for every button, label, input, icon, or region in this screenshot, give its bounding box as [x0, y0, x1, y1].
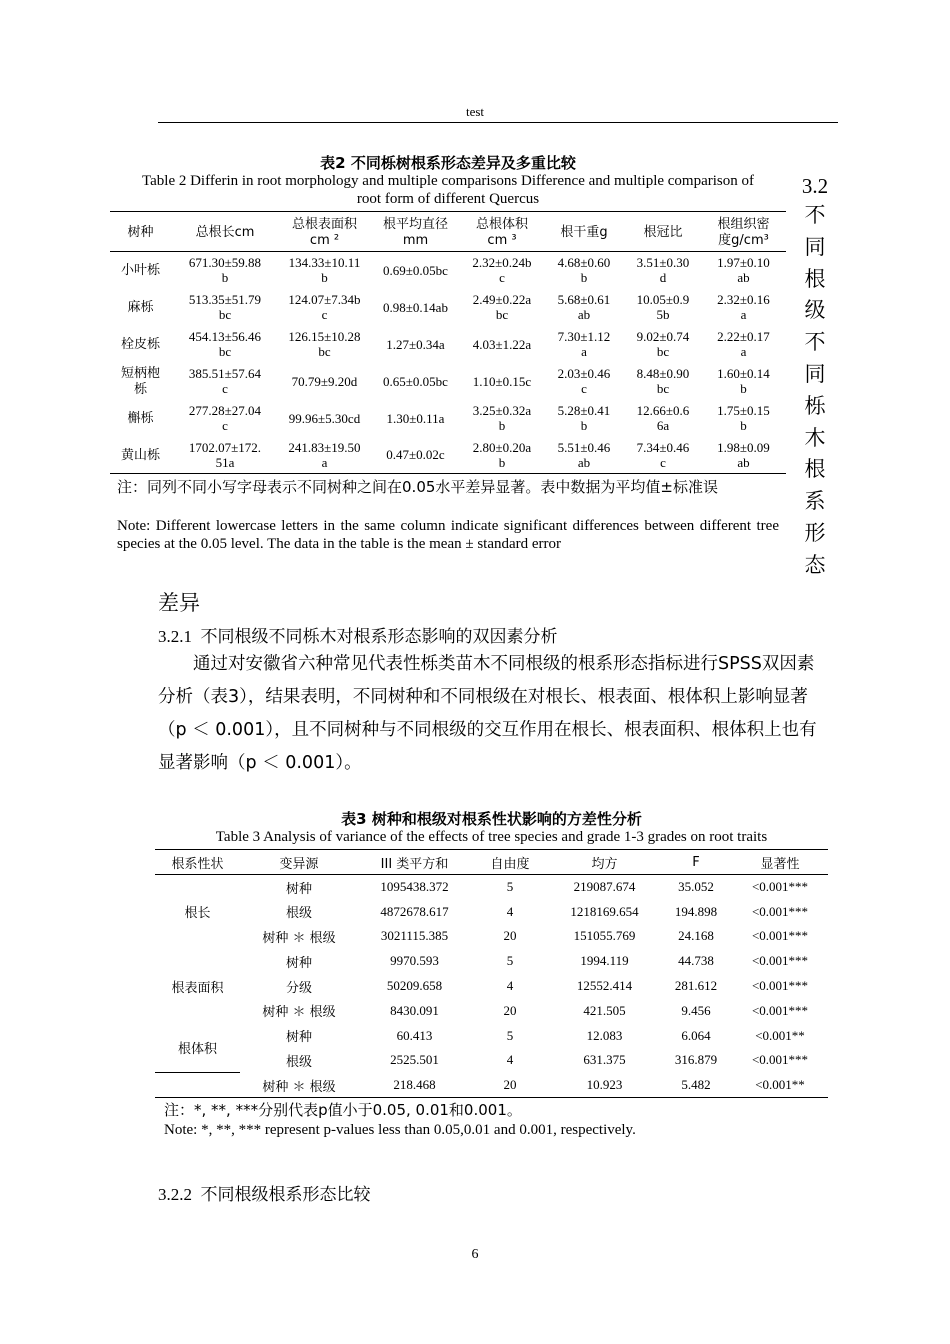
cell-text: 槲栎: [127, 411, 154, 426]
cell-text: 2.32±0.16: [717, 292, 770, 307]
cell-text: ab: [737, 270, 750, 286]
source-cell: 根级: [285, 1054, 312, 1070]
cell-text: c: [222, 418, 228, 433]
table3-caption-en: Table 3 Analysis of variance of the effects of tree species and grade 1-3 grades on root traits: [215, 829, 768, 845]
table2-header-cell: [543, 212, 625, 252]
table-cell: 12.083: [586, 1027, 623, 1043]
cell-text: 51a: [215, 454, 235, 470]
table-cell: <0.001***: [751, 978, 809, 994]
table-cell: <0.001***: [751, 1052, 809, 1068]
table-row: [110, 326, 786, 363]
cell-text: b: [321, 270, 328, 286]
table-row: [155, 998, 828, 1023]
cell-text: 9.02±0.74: [636, 329, 690, 344]
table-cell: <0.001***: [751, 879, 809, 895]
cell-text: 134.33±10.11: [288, 255, 361, 271]
species-cell: [110, 289, 171, 326]
cell-text: 总根表面积: [291, 216, 357, 232]
species-cell: [110, 326, 171, 363]
table-cell: 35.052: [678, 879, 714, 895]
table-cell: 9970.593: [390, 953, 439, 969]
cell-text: bc: [218, 307, 232, 322]
cell-text: b: [498, 454, 506, 470]
cell-text: b: [498, 418, 506, 433]
table-cell: [701, 437, 786, 474]
table2-header-cell: [370, 212, 461, 252]
cell-text: cm ³: [487, 232, 517, 248]
trait-group-cell: 根表面积: [171, 980, 224, 996]
cell-text: ab: [737, 454, 750, 470]
table-row: [110, 400, 786, 437]
cell-text: 2.32±0.24b: [472, 255, 532, 271]
table-cell: [543, 363, 625, 400]
table-cell: [370, 400, 461, 437]
body-paragraph-text: 通过对安徽省六种常见代表性栎类苗木不同根级的根系形态指标进行SPSS双因素分析（表3），结果表明，不同树种和不同根级在对根长、根表面、根体积上影响显著（p ＜ 0.001），且不同树种与不同根级的交互作用在根长、根表面积、根体积上也有显著影响（p ＜ 0.001）。: [158, 654, 817, 773]
table-cell: [279, 437, 370, 474]
table2-note-cn: 注：同列不同小写字母表示不同树种之间在0.05水平差异显著。表中数据为平均值±标准误: [117, 478, 718, 496]
table2-header-cell: [171, 212, 279, 252]
table2-header-cell: [625, 212, 701, 252]
table-row: [110, 252, 786, 289]
cell-text: a: [740, 307, 747, 322]
table2-header-cell: [461, 212, 543, 252]
table-cell: [461, 363, 543, 400]
cell-text: 栎: [133, 382, 147, 397]
cell-text: 5.51±0.46: [557, 439, 611, 455]
heading-char: 木: [804, 425, 826, 450]
heading-char: 系: [804, 489, 826, 514]
table-cell: 10.923: [586, 1077, 623, 1093]
table-cell: [625, 326, 701, 363]
source-cell: 分级: [285, 980, 312, 996]
cell-text: 1702.07±172.: [188, 439, 262, 455]
table-cell: [461, 326, 543, 363]
table-cell: <0.001***: [751, 1002, 809, 1018]
cell-text: 513.35±51.79: [188, 292, 262, 307]
subsection-2-title: 不同根级根系形态比较: [200, 1185, 371, 1205]
cell-text: 3.25±0.32a: [472, 403, 532, 418]
table2-header-row: [110, 212, 786, 252]
table-cell: 151055.769: [573, 928, 636, 944]
cell-text: 1.10±0.15c: [472, 373, 532, 389]
table-cell: 5: [506, 879, 514, 895]
heading-char: 形: [804, 520, 826, 545]
table-cell: 6.064: [681, 1027, 711, 1043]
cell-text: 454.13±56.46: [188, 329, 262, 344]
table-cell: [461, 400, 543, 437]
table-cell: [370, 252, 461, 289]
cell-text: 小叶栎: [120, 263, 160, 279]
table-cell: 631.375: [583, 1052, 626, 1068]
table-cell: <0.001***: [751, 953, 809, 969]
empty-cell: [155, 1073, 240, 1098]
table-row: [110, 437, 786, 474]
cell-text: 12.66±0.6: [636, 403, 690, 418]
cell-text: 根平均直径: [382, 216, 448, 232]
table-cell: [171, 289, 279, 326]
table3-note-cn: 注：*, **, ***分别代表p值小于0.05, 0.01和0.001。: [164, 1101, 522, 1119]
table-cell: 9.456: [681, 1002, 711, 1018]
table3-header-cell: 均方: [549, 850, 660, 875]
cell-text: 总根长cm: [195, 224, 255, 240]
cell-text: 126.15±10.28: [288, 329, 361, 344]
table-cell: <0.001***: [751, 903, 809, 919]
table-cell: 1095438.372: [380, 879, 449, 895]
cell-text: 385.51±57.64: [188, 366, 262, 381]
cell-text: 根干重g: [560, 224, 608, 240]
cell-text: 根冠比: [643, 224, 683, 240]
table-cell: 4872678.617: [380, 903, 449, 919]
cell-text: bc: [318, 344, 331, 359]
cell-text: 1.60±0.14: [717, 366, 770, 381]
trait-group-cell: 根长: [184, 906, 211, 922]
subsection-heading-1: [158, 622, 558, 647]
table-cell: [370, 363, 461, 400]
table-cell: [461, 437, 543, 474]
table-cell: [279, 252, 370, 289]
table-cell: 4: [506, 903, 514, 919]
table-cell: [279, 363, 370, 400]
table-cell: [171, 326, 279, 363]
table-cell: 219087.674: [573, 879, 636, 895]
subsection-2-number: 3.2.2: [158, 1185, 192, 1204]
subsection-1-title: 不同根级不同栎木对根系形态影响的双因素分析: [200, 627, 558, 647]
cell-text: 麻栎: [127, 300, 154, 315]
cell-text: 黄山栎: [120, 447, 160, 463]
cell-text: 241.83±19.50: [288, 439, 361, 455]
table-cell: [279, 289, 370, 326]
cell-text: bc: [218, 344, 232, 359]
cell-text: 3.51±0.30: [636, 255, 690, 271]
species-cell: [110, 400, 171, 437]
table-cell: [543, 326, 625, 363]
table-cell: 24.168: [678, 928, 714, 944]
table-cell: [701, 252, 786, 289]
subsection-1-number: 3.2.1: [158, 627, 192, 646]
cell-text: b: [740, 418, 747, 433]
heading-char: 级: [804, 298, 826, 323]
table-cell: [701, 289, 786, 326]
source-cell: 树种: [285, 955, 312, 971]
cell-text: 671.30±59.88: [188, 255, 262, 271]
table-cell: [543, 400, 625, 437]
table-cell: 281.612: [674, 978, 718, 994]
table2-note-en: Note: Different lowercase letters in the same column indicate significant differences between different tree species at the 0.05 level. The data in the table is the mean ± standard error: [117, 518, 779, 552]
table-row: [155, 1048, 828, 1073]
cell-text: 99.96±5.30cd: [288, 410, 361, 426]
table-cell: [701, 363, 786, 400]
table3-header-cell: 自由度: [471, 850, 549, 875]
table3: [155, 849, 828, 1098]
cell-text: d: [659, 270, 667, 286]
cell-text: 124.07±7.34b: [288, 292, 361, 307]
cell-text: 度g/cm³: [718, 232, 769, 248]
heading-char: 不: [804, 330, 826, 355]
table-cell: 4: [506, 1052, 514, 1068]
subsection-heading-2: [158, 1180, 371, 1205]
cell-text: 70.79±9.20d: [291, 373, 358, 389]
table2-header-cell: [110, 212, 171, 252]
heading-char: 态: [804, 552, 826, 577]
table-cell: [543, 437, 625, 474]
cell-text: 277.28±27.04: [188, 403, 262, 418]
cell-text: bc: [495, 307, 509, 322]
table-cell: [279, 326, 370, 363]
table-row: [155, 1073, 828, 1098]
section-number: 3.2: [801, 174, 829, 198]
cell-text: 5.68±0.61: [557, 292, 611, 307]
cell-text: 4.03±1.22a: [472, 336, 532, 352]
cell-text: b: [580, 418, 588, 433]
table-cell: [171, 437, 279, 474]
cell-text: ab: [577, 307, 591, 322]
cell-text: cm ²: [309, 232, 340, 248]
page-number: 6: [471, 1247, 479, 1262]
table-cell: [543, 289, 625, 326]
cell-text: 4.68±0.60: [557, 255, 611, 271]
species-cell: [110, 252, 171, 289]
cell-text: b: [580, 270, 588, 286]
cell-text: 1.27±0.34a: [386, 336, 445, 352]
source-cell: 树种 ＊ 根级: [262, 1079, 336, 1095]
table-cell: 12552.414: [576, 978, 633, 994]
table-cell: 5: [506, 953, 514, 969]
table-cell: 50209.658: [386, 978, 443, 994]
table-cell: 3021115.385: [380, 928, 449, 944]
cell-text: bc: [656, 344, 670, 359]
table-row: [155, 875, 828, 900]
table-cell: [543, 252, 625, 289]
cell-text: 5.28±0.41: [557, 403, 611, 418]
source-cell: 根级: [285, 906, 312, 922]
table-cell: [461, 252, 543, 289]
heading-char: 同: [804, 234, 826, 259]
cell-text: c: [499, 270, 505, 286]
table-cell: 4: [506, 978, 514, 994]
cell-text: mm: [402, 232, 429, 248]
table-cell: [625, 289, 701, 326]
cell-text: c: [222, 381, 228, 396]
table-cell: [625, 400, 701, 437]
cell-text: 0.47±0.02c: [386, 447, 445, 463]
table3-caption-cn: 表3 树种和根级对根系性状影响的方差性分析: [341, 810, 642, 828]
header-rule: [158, 122, 838, 123]
table-cell: [370, 289, 461, 326]
cell-text: 2.22±0.17: [717, 329, 770, 344]
cell-text: 短柄枹: [120, 366, 160, 381]
heading-char: 根: [804, 266, 826, 291]
cell-text: a: [321, 454, 328, 470]
table-cell: [279, 400, 370, 437]
table-row: [155, 974, 828, 999]
cell-text: bc: [656, 381, 670, 396]
source-cell: 树种: [285, 881, 312, 897]
table2-header-cell: [701, 212, 786, 252]
species-cell: [110, 363, 171, 400]
table3-header-cell: 变异源: [240, 850, 358, 875]
table-cell: [370, 437, 461, 474]
cell-text: c: [660, 454, 666, 470]
table2: [110, 211, 786, 474]
table3-header-cell: 根系性状: [155, 850, 240, 875]
table-cell: 1218169.654: [570, 903, 639, 919]
species-cell: [110, 437, 171, 474]
table-cell: [625, 252, 701, 289]
cell-text: 总根体积: [475, 216, 528, 232]
table-cell: 2525.501: [390, 1052, 439, 1068]
table-row: [155, 924, 828, 949]
cell-text: c: [581, 381, 587, 396]
table-cell: [461, 289, 543, 326]
cell-text: a: [581, 344, 587, 359]
table-row: [155, 1023, 828, 1048]
table3-note-en: Note: *, **, *** represent p-values less than 0.05,0.01 and 0.001, respectively.: [164, 1122, 636, 1138]
table-cell: [701, 326, 786, 363]
table-cell: [625, 363, 701, 400]
table-cell: [171, 363, 279, 400]
table-row: [155, 899, 828, 924]
cell-text: 2.03±0.46: [557, 366, 611, 381]
table-cell: 60.413: [396, 1027, 433, 1043]
cell-text: 1.30±0.11a: [386, 410, 445, 426]
cell-text: 栓皮栎: [120, 337, 160, 352]
table3-header-cell: 显著性: [732, 850, 828, 875]
cell-text: 1.97±0.10: [717, 255, 770, 271]
table2-header-cell: [279, 212, 370, 252]
table-cell: 20: [503, 1077, 517, 1093]
cell-text: 10.05±0.9: [636, 292, 690, 307]
cell-text: 2.80±0.20a: [472, 439, 532, 455]
cell-text: 7.30±1.12: [557, 329, 611, 344]
source-cell: 树种: [285, 1030, 312, 1046]
source-cell: 树种 ＊ 根级: [262, 1005, 336, 1021]
table-cell: 316.879: [674, 1052, 718, 1068]
section-heading-continued: 差异: [158, 591, 200, 615]
cell-text: 0.98±0.14ab: [383, 299, 448, 315]
cell-text: 树种: [127, 224, 154, 240]
table-cell: 44.738: [678, 953, 714, 969]
cell-text: 1.98±0.09: [717, 439, 770, 455]
table3-header-cell: F: [660, 850, 732, 875]
cell-text: 8.48±0.90: [636, 366, 690, 381]
table-row: [155, 949, 828, 974]
cell-text: 5b: [656, 307, 670, 322]
table-cell: [370, 326, 461, 363]
table3-header-cell: III 类平方和: [358, 850, 471, 875]
cell-text: 7.34±0.46: [636, 439, 690, 455]
table-row: [110, 289, 786, 326]
table-cell: 1994.119: [580, 953, 629, 969]
table-cell: 194.898: [674, 903, 718, 919]
source-cell: 树种 ＊ 根级: [262, 930, 336, 946]
cell-text: b: [740, 381, 747, 396]
table-cell: [171, 400, 279, 437]
table-cell: 20: [503, 928, 517, 944]
cell-text: 0.69±0.05bc: [383, 262, 448, 278]
cell-text: 1.75±0.15: [717, 403, 770, 418]
table-cell: 8430.091: [390, 1002, 439, 1018]
cell-text: 根组织密: [717, 216, 770, 232]
cell-text: ab: [577, 454, 591, 470]
cell-text: 0.65±0.05bc: [383, 373, 448, 389]
table-cell: 20: [503, 1002, 517, 1018]
table3-header-row: [155, 850, 828, 875]
table2-caption-en: Table 2 Differin in root morphology and multiple comparisons Difference and multiple comparison of root form of different Quercus: [142, 173, 754, 207]
table-row: [110, 363, 786, 400]
table-cell: [625, 437, 701, 474]
table-cell: 218.468: [393, 1077, 436, 1093]
table-cell: 421.505: [583, 1002, 626, 1018]
heading-char: 根: [804, 457, 826, 482]
table-cell: [171, 252, 279, 289]
table-cell: <0.001**: [755, 1027, 805, 1043]
section-heading-vertical: [800, 172, 830, 582]
heading-char: 同: [804, 361, 826, 386]
cell-text: 6a: [656, 418, 670, 433]
table-cell: 5: [506, 1027, 514, 1043]
table-cell: [701, 400, 786, 437]
table-cell: <0.001**: [755, 1077, 805, 1093]
trait-group-cell: 根体积: [155, 1023, 240, 1073]
heading-char: 不: [804, 203, 826, 227]
running-header: test: [465, 104, 485, 119]
cell-text: b: [221, 270, 229, 286]
cell-text: 2.49±0.22a: [472, 292, 532, 307]
cell-text: c: [321, 307, 328, 322]
cell-text: a: [740, 344, 747, 359]
table-cell: 5.482: [681, 1077, 711, 1093]
heading-char: 栎: [804, 393, 826, 418]
body-paragraph: [158, 648, 828, 780]
table2-caption-cn: 表2 不同栎树根系形态差异及多重比较: [320, 154, 576, 172]
table-cell: <0.001***: [751, 928, 809, 944]
